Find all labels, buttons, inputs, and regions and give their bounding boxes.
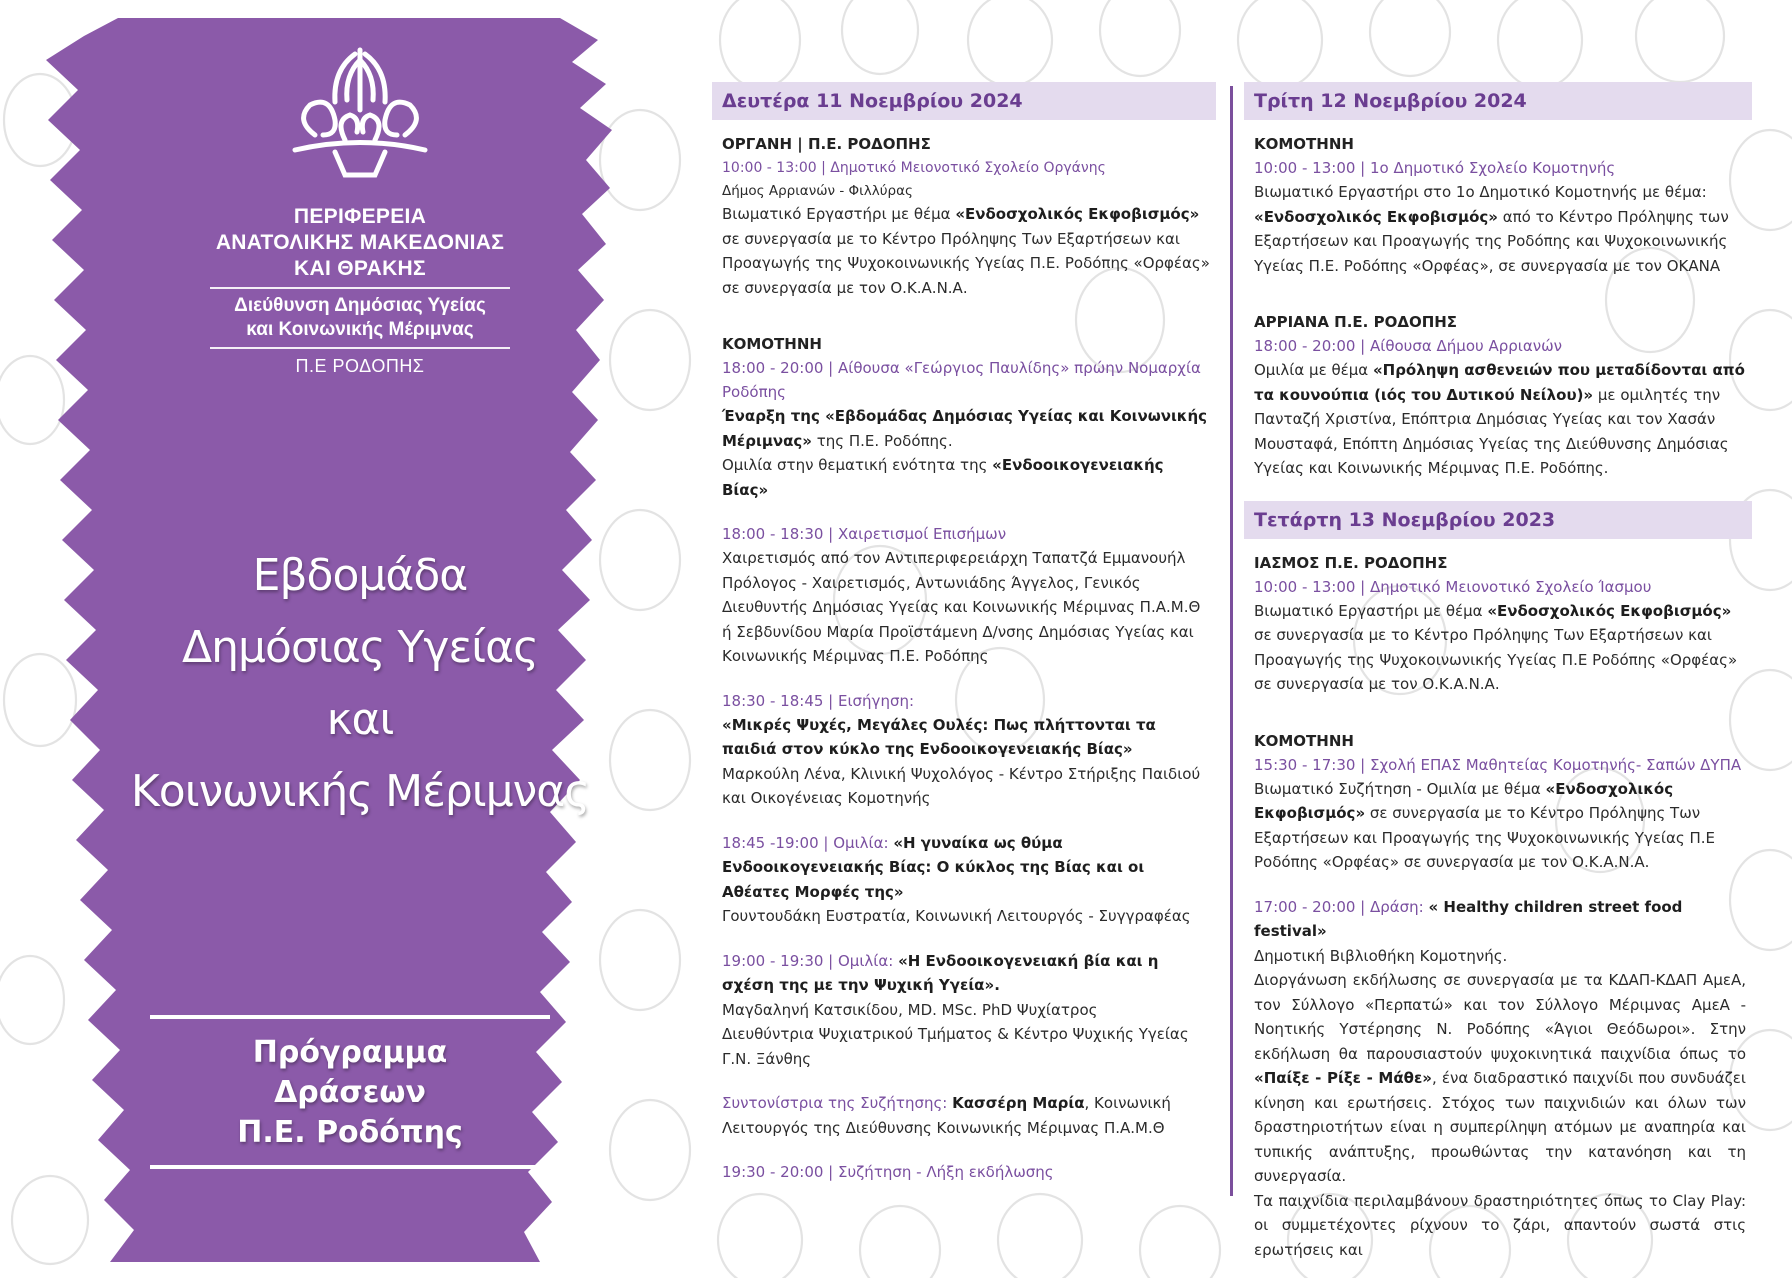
event-komotini-workshop [1244,132,1752,278]
event-talk-3 [712,949,1216,1072]
program-label [150,1015,550,1169]
title-line-1: Εβδομάδα [252,550,468,601]
event-talk-1 [712,689,1216,811]
regional-unit: Π.Ε ΡΟΔΟΠΗΣ [295,356,425,376]
program-line-2: Δράσεων [274,1075,426,1110]
event-time: 18:00 - 20:00 | Αίθουσα «Γεώργιος Παυλίδης» πρώην Νομαρχία Ροδόπης [722,359,1201,401]
event-description: Χαιρετισμός από τον Αντιπεριφερειάρχη Ταπατζά Εμμανουήλ Πρόλογος - Χαιρετισμός, Αντωνιάδης Άγγελος, Γενικός Διευθυντής Δημόσιας Υγείας και Κοινωνικής Μέριμνας Π.Α.Μ.Θ ή Σεβδυνίδου Μαρία Προϊστάμενη Δ/νσης Δημόσιας Υγείας και Κοινωνικής Μέριμνας Π.Ε. Ροδόπης [722,549,1201,665]
program-line-1: Πρόγραμμα [252,1035,448,1070]
event-time: 10:00 - 13:00 | Δημοτικό Μειονοτικό Σχολείο Ίασμου [1254,577,1652,596]
org-name-line-2: ΑΝΑΤΟΛΙΚΗΣ ΜΑΚΕΔΟΝΙΑΣ [215,231,505,254]
event-iasmos [1244,551,1752,697]
event-time: 10:00 - 13:00 | Δημοτικό Μειονοτικό Σχολείο Οργάνης [722,160,1106,176]
event-time: 19:30 - 20:00 | Συζήτηση - Λήξη εκδήλωσης [722,1163,1054,1181]
event-description: 19:00 - 19:30 | Ομιλία: «Η Ενδοοικογενειακή βία και η σχέση της με την Ψυχική Υγεία». [722,951,1159,994]
event-description: Βιωματικό Εργαστήρι με θέμα «Ενδοσχολικός Εκφοβισμός» σε συνεργασία με το Κέντρο Πρόληψης Των Εξαρτήσεων και Προαγωγής της Ψυχοκοινωνικής Υγείας Π.Ε Ροδόπης «Ορφέας» σε συνεργασία με τον Ο.Κ.Α.Ν.Α. [1254,601,1738,693]
event-description: Ομιλία με θέμα «Πρόληψη ασθενειών που μεταδίδονται από τα κουνούπια (ιός του Δυτικού Νείλου)» με ομιλητές την Πανταζή Χριστίνα, Επόπτρια Δημόσιας Υγείας και τον Χασάν Μουσταφά, Επόπτη Δημόσιας Υγείας της Διεύθυνσης Δημόσιας Υγείας και Κοινωνικής Μέριμνας Π.Ε. Ροδόπης. [1254,361,1745,477]
event-location: ΚΟΜΟΤΗΝΗ [722,335,822,353]
divider [210,287,510,289]
org-name-line-1: ΠΕΡΙΦΕΡΕΙΑ [293,205,427,228]
event-description: Βιωματικό Εργαστήρι με θέμα «Ενδοσχολικός Εκφοβισμός» σε συνεργασία με το Κέντρο Πρόληψης Των Εξαρτήσεων και Προαγωγής της Ψυχοκοινωνικής Υγείας Π.Ε. Ροδόπης «Ορφέας» σε συνεργασία με τον Ο.Κ.Α.Ν.Α. [722,205,1210,297]
event-closing [712,1160,1216,1184]
event-description: 18:45 -19:00 | Ομιλία: «Η γυναίκα ως θύμα Ενδοοικογενειακής Βίας: Ο κύκλος της Βίας και οι Αθέατες Μορφές της» [722,833,1145,901]
department-line-2: και Κοινωνικής Μέριμνας [246,319,474,340]
event-location: ΚΟΜΟΤΗΝΗ [1254,135,1354,153]
event-description: Ομιλία στην θεματική ενότητα της «Ενδοοικογενειακής Βίας» [722,456,1164,499]
event-description: Βιωματικό Συζήτηση - Ομιλία με θέμα «Ενδοσχολικός Εκφοβισμός» σε συνεργασία με το Κέντρο Πρόληψης Των Εξαρτήσεων και Προαγωγής της Ψυχοκοινωνικής Υγείας Π.Ε Ροδόπης «Ορφέας» σε συνεργασία με τον Ο.Κ.Α.Ν.Α. [1254,779,1715,871]
day-header-tuesday: Τρίτη 12 Νοεμβρίου 2024 [1244,82,1752,120]
event-greetings [712,522,1216,669]
tuesday-wednesday-column [1244,82,1752,1262]
event-title [120,540,600,828]
event-subtitle: Δήμος Αρριανών - Φιλλύρας [722,183,913,199]
event-location: ΚΟΜΟΤΗΝΗ [1254,731,1354,750]
event-description: Τα παιχνίδια περιλαμβάνουν δραστηριότητες όπως το Clay Play: οι συμμετέχοντες ρίχνουν το ζάρι, απαντούν σωστά στις ερωτήσεις και [1254,1191,1746,1259]
event-subtitle: Δημοτική Βιβλιοθήκη Κομοτηνής. [1254,946,1508,965]
event-description: Συντονίστρια της Συζήτησης: Κασσέρη Μαρία, Κοινωνική Λειτουργός της Διεύθυνσης Κοινωνικής Μέριμνας Π.Α.Μ.Θ [722,1094,1171,1137]
event-time: 10:00 - 13:00 | 1ο Δημοτικό Σχολείο Κομοτηνής [1254,159,1616,177]
divider [150,1165,550,1169]
program-line-3: Π.Ε. Ροδόπης [237,1115,463,1150]
event-time: 18:30 - 18:45 | Εισήγηση: [722,691,915,710]
monday-column [712,82,1216,1184]
title-line-4: Κοινωνικής Μέριμνας [130,766,590,817]
title-line-2: Δημόσιας Υγείας [182,622,538,673]
event-title: 17:00 - 20:00 | Δράση: « Healthy children street food festival» [1254,897,1683,940]
event-talk-2 [712,831,1216,929]
event-komotini-discussion [1244,729,1752,875]
department-line-1: Διεύθυνση Δημόσιας Υγείας [234,295,486,316]
region-logo-icon [275,40,445,190]
column-divider [1230,86,1233,1196]
day-header-wednesday: Τετάρτη 13 Νοεμβρίου 2023 [1244,501,1752,539]
event-description: Βιωματικό Εργαστήρι στο 1ο Δημοτικό Κομοτηνής με θέμα: «Ενδοσχολικός Εκφοβισμός» από το Κέντρο Πρόληψης των Εξαρτήσεων και Προαγωγής της Ροδόπης και Ψυχοκοινωνικής Υγείας Π.Ε. Ροδόπης «Ορφέας», σε συνεργασία με τον ΟΚΑΝΑ [1254,183,1729,275]
event-arriana [1244,310,1752,481]
event-location: ΟΡΓΑΝΗ | Π.Ε. ΡΟΔΟΠΗΣ [722,135,931,153]
title-line-3: και [326,694,394,745]
event-coordinator [712,1091,1216,1140]
event-time: 18:00 - 20:00 | Αίθουσα Δήμου Αρριανών [1254,337,1563,355]
event-time: 18:00 - 18:30 | Χαιρετισμοί Επισήμων [722,525,1007,543]
divider [210,347,510,349]
event-speaker: Μαγδαληνή Κατσικίδου, MD. MSc. PhD Ψυχίατρος [722,1000,1098,1019]
event-organi [712,132,1216,300]
event-speaker: Γουντουδάκη Ευστρατία, Κοινωνική Λειτουργός - Συγγραφέας [722,907,1191,925]
event-description: Διοργάνωση εκδήλωσης σε συνεργασία με τα ΚΔΑΠ-ΚΔΑΠ ΑμεΑ, τον Σύλλογο «Περπατώ» και τον Σύλλογο Μέριμνας ΑμεΑ - Νοητικής Υστέρησης Ν. Ροδόπης «Άγιοι Θεόδωροι». Στην εκδήλωση θα παρουσιαστούν ψυχοκινητικά παιχνίδια όπως το «Παίξε - Ρίξε - Μάθε», ένα διαδραστικό παιχνίδι που συνδυάζει κίνηση και ερωτήσεις. Στόχος των παιχνιδιών και όλων των δραστηριοτήτων είναι η συμπερίληψη ατόμων με αναπηρία και τυπικής ανάπτυξης, προωθώντας την κατανόηση και τη συνεργασία. [1254,971,1746,1185]
event-komotini-opening [712,332,1216,502]
event-speaker-role: Διευθύντρια Ψυχιατρικού Τμήματος & Κέντρο Ψυχικής Υγείας Γ.Ν. Ξάνθης [722,1025,1189,1068]
event-description: Έναρξη της «Εβδομάδας Δημόσιας Υγείας και Κοινωνικής Μέριμνας» της Π.Ε. Ροδόπης. [722,407,1208,450]
event-description: «Μικρές Ψυχές, Μεγάλες Ουλές: Πως πλήττονται τα παιδιά στον κύκλο της Ενδοοικογενειακής Βίας» Μαρκούλη Λένα, Κλινική Ψυχολόγος - Κέντρο Στήριξης Παιδιού και Οικογένειας Κομοτηνής [722,715,1201,807]
day-header-monday: Δευτέρα 11 Νοεμβρίου 2024 [712,82,1216,120]
event-location: ΑΡΡΙΑΝΑ Π.Ε. ΡΟΔΟΠΗΣ [1254,313,1458,331]
event-festival [1244,895,1752,1263]
event-time: 15:30 - 17:30 | Σχολή ΕΠΑΣ Μαθητείας Κομοτηνής- Σαπών ΔΥΠΑ [1254,755,1742,774]
event-location: ΙΑΣΜΟΣ Π.Ε. ΡΟΔΟΠΗΣ [1254,553,1448,572]
org-name-line-3: ΚΑΙ ΘΡΑΚΗΣ [294,257,426,280]
organization-header [120,40,600,378]
